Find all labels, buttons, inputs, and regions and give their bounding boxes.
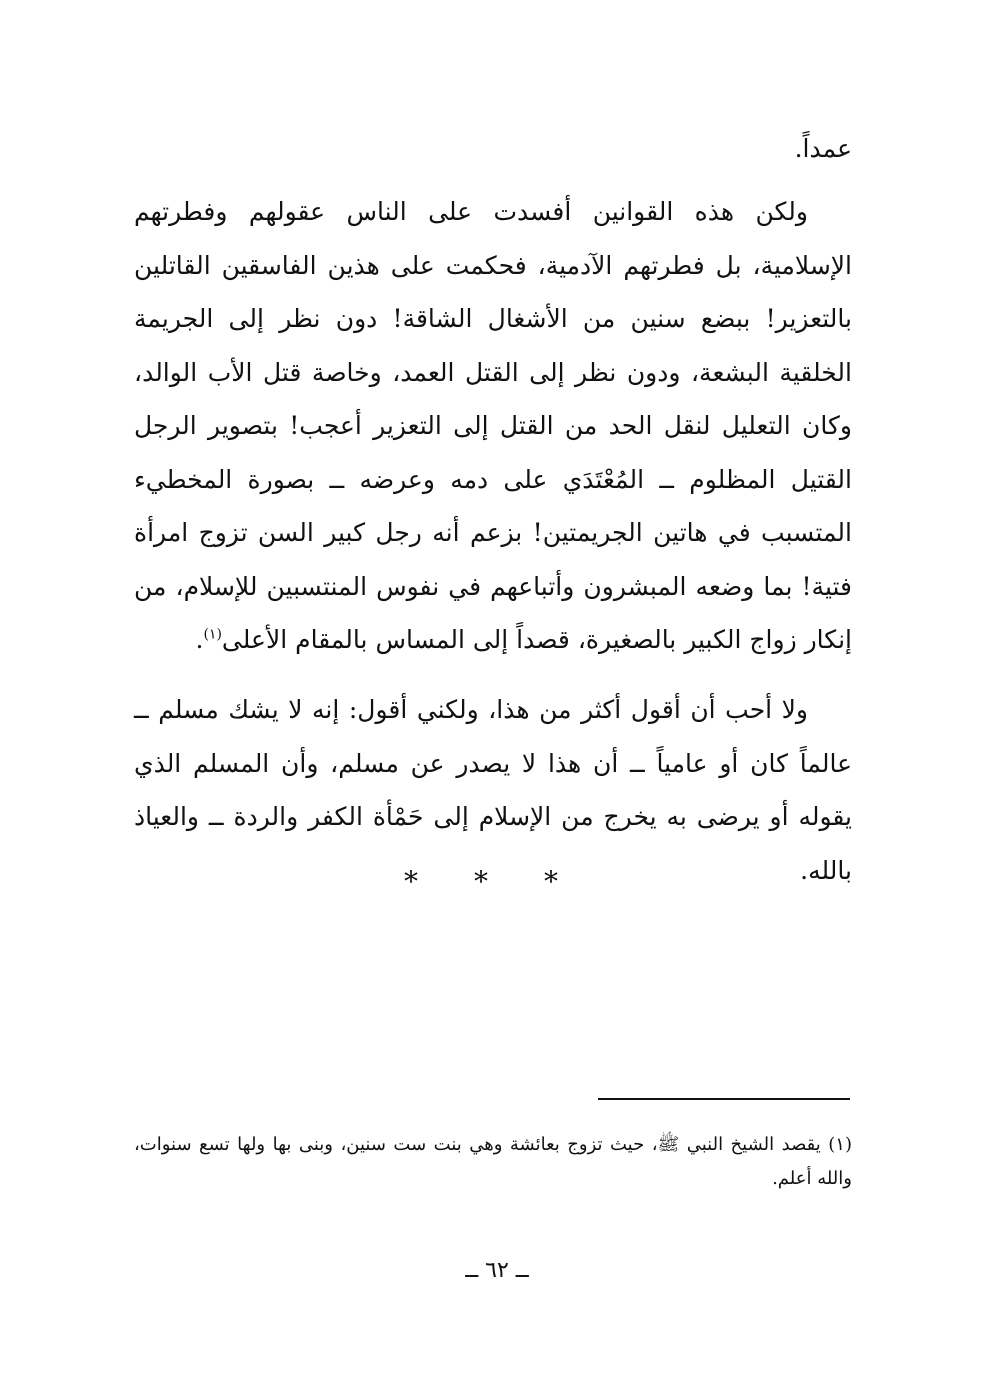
paragraph-2-text: ولا أحب أن أقول أكثر من هذا، ولكني أقول: إنه لا يشك مسلم ــ عالماً كان أو عامياً ــ أن هذا لا يصدر عن مسلم، وأن المسلم الذي يقوله أو يرضى به يخرج من الإسلام إلى حَمْأة الكفر والردة ــ والعياذ بالله. [134, 695, 852, 885]
footnote [134, 1128, 852, 1196]
paragraph-1 [134, 185, 852, 667]
paragraph-1-text [134, 185, 852, 667]
footnote-reference: (١) [203, 626, 222, 643]
asterisk-ornament: * [474, 865, 520, 898]
asterisk-ornament: * [544, 865, 590, 898]
asterisk-ornament: * [404, 865, 450, 898]
continued-line [134, 122, 852, 176]
continued-text: عمداً. [794, 134, 852, 163]
section-separator [0, 865, 994, 898]
paragraph-1-end: . [195, 625, 204, 654]
paragraph-1-body: ولكن هذه القوانين أفسدت على الناس عقولهم وفطرتهم الإسلامية، بل فطرتهم الآدمية، فحكمت على هذين الفاسقين القاتلين بالتعزير! ببضع سنين من الأشغال الشاقة! دون نظر إلى الجريمة الخلقية البشعة، ودون نظر إلى القتل العمد، وخاصة قتل الأب الوالد، وكان التعليل لنقل الحد من القتل إلى التعزير أعجب! بتصوير الرجل القتيل المظلوم ــ المُعْتَدَي على دمه وعرضه ــ بصورة المخطيء المتسبب في هاتين الجريمتين! بزعم أنه رجل كبير السن تزوج امرأة فتية! بما وضعه المبشرون وأتباعهم في نفوس المنتسبين للإسلام، من إنكار زواج الكبير بالصغيرة، قصداً إلى المساس بالمقام الأعلى [134, 197, 852, 654]
page-number: ــ ٦٢ ــ [465, 1258, 529, 1283]
footnote-divider [598, 1098, 850, 1100]
footnote-text: (١) يقصد الشيخ النبي ﷺ، حيث تزوج بعائشة وهي بنت ست سنين، وبنى بها ولها تسع سنوات، والله أعلم. [134, 1134, 852, 1189]
